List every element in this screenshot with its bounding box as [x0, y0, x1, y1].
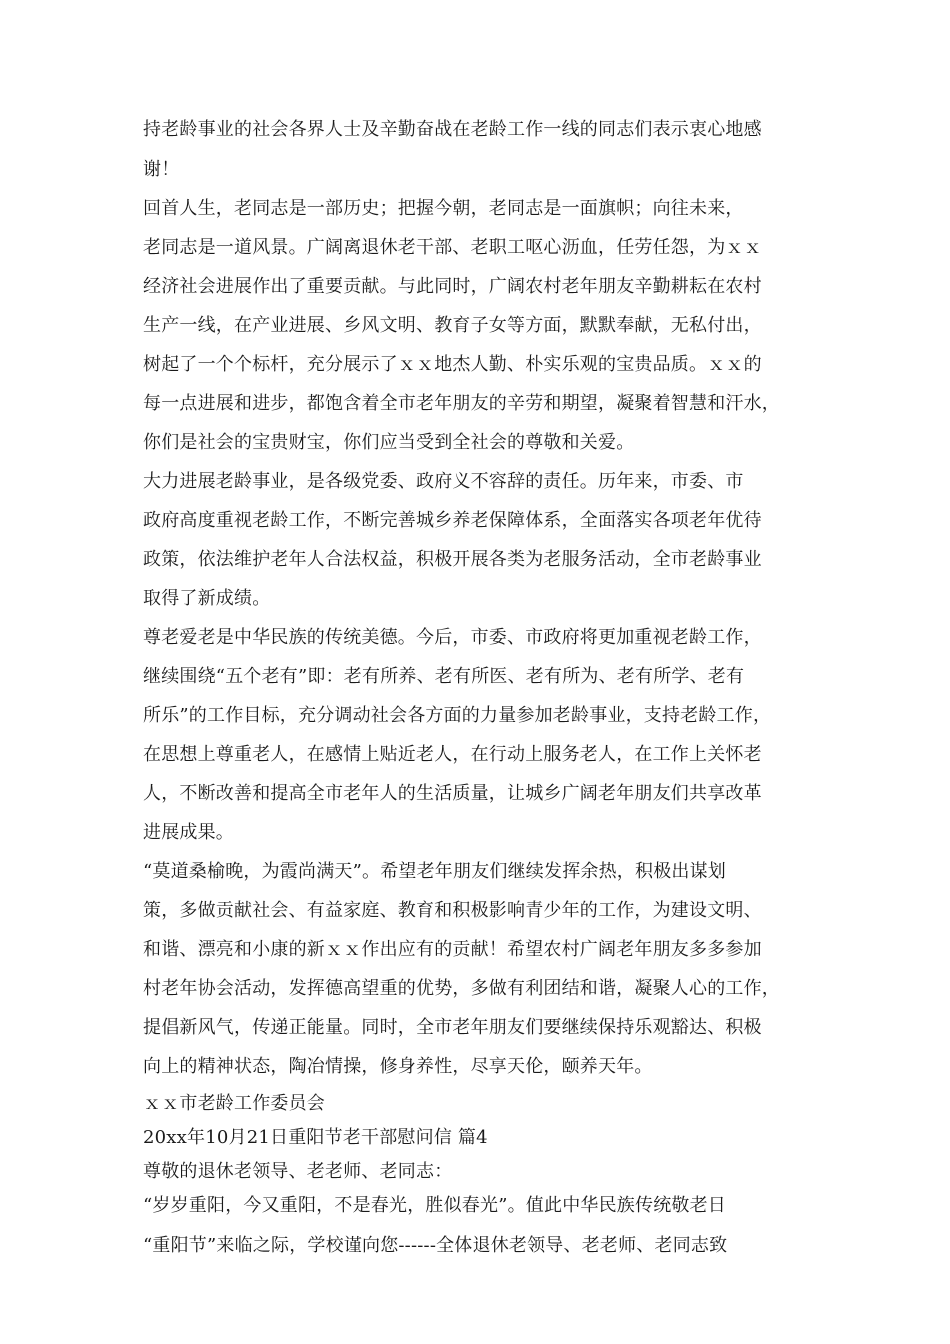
text-line: 村老年协会活动，发挥德高望重的优势，多做有利团结和谐，凝聚人心的工作， [143, 978, 780, 999]
text-line: 继续围绕“五个老有”即：老有所养、老有所医、老有所为、老有所学、老有 [143, 666, 745, 687]
text-line: “莫道桑榆晚，为霞尚满天”。希望老年朋友们继续发挥余热，积极出谋划 [143, 861, 727, 882]
text-line: 向上的精神状态，陶冶情操，修身养性，尽享天伦，颐养天年。 [143, 1056, 653, 1077]
text-line: 尊老爱老是中华民族的传统美德。今后，市委、市政府将更加重视老龄工作， [143, 627, 762, 648]
text-line: 老同志是一道风景。广阔离退休老干部、老职工呕心沥血，任劳任怨，为ｘｘ [143, 237, 762, 258]
text-line: 策，多做贡献社会、有益家庭、教育和积极影响青少年的工作，为建设文明、 [143, 900, 762, 921]
salutation: 尊敬的退休老领导、老老师、老同志： [143, 1161, 453, 1182]
text-line: 在思想上尊重老人，在感情上贴近老人，在行动上服务老人，在工作上关怀老 [143, 744, 762, 765]
text-line: 进展成果。 [143, 822, 234, 843]
text-line: 持老龄事业的社会各界人士及辛勤奋战在老龄工作一线的同志们表示衷心地感 [143, 119, 762, 140]
text-line: 经济社会进展作出了重要贡献。与此同时，广阔农村老年朋友辛勤耕耘在农村 [143, 276, 762, 297]
text-line: 提倡新风气，传递正能量。同时，全市老年朋友们要继续保持乐观豁达、积极 [143, 1017, 762, 1038]
text-line: 每一点进展和进步，都饱含着全市老年朋友的辛劳和期望，凝聚着智慧和汗水， [143, 393, 780, 414]
text-line: 生产一线，在产业进展、乡风文明、教育子女等方面，默默奉献，无私付出， [143, 315, 762, 336]
text-line: 和谐、漂亮和小康的新ｘｘ作出应有的贡献！希望农村广阔老年朋友多多参加 [143, 939, 762, 960]
text-line: 政府高度重视老龄工作，不断完善城乡养老保障体系，全面落实各项老年优待 [143, 510, 762, 531]
text-line: 人，不断改善和提高全市老年人的生活质量，让城乡广阔老年朋友们共享改革 [143, 783, 762, 804]
text-line: 谢！ [143, 159, 180, 180]
text-line: 所乐”的工作目标，充分调动社会各方面的力量参加老龄事业，支持老龄工作， [143, 705, 772, 726]
text-line: “岁岁重阳，今又重阳，不是春光，胜似春光”。值此中华民族传统敬老日 [143, 1195, 727, 1216]
signature-line: ｘｘ市老龄工作委员会 [143, 1093, 325, 1114]
text-line: 回首人生，老同志是一部历史；把握今朝，老同志是一面旗帜；向往未来， [143, 198, 744, 219]
text-line: 政策，依法维护老年人合法权益，积极开展各类为老服务活动，全市老龄事业 [143, 549, 762, 570]
text-line: “重阳节”来临之际，学校谨向您------全体退休老领导、老老师、老同志致 [143, 1235, 728, 1256]
text-line: 大力进展老龄事业，是各级党委、政府义不容辞的责任。历年来，市委、市 [143, 471, 744, 492]
text-line: 取得了新成绩。 [143, 588, 271, 609]
section-heading: 20xx年10月21日重阳节老干部慰问信 篇4 [143, 1127, 488, 1148]
text-line: 树起了一个个标杆，充分展示了ｘｘ地杰人勤、朴实乐观的宝贵品质。ｘｘ的 [143, 354, 762, 375]
text-line: 你们是社会的宝贵财宝，你们应当受到全社会的尊敬和关爱。 [143, 432, 635, 453]
